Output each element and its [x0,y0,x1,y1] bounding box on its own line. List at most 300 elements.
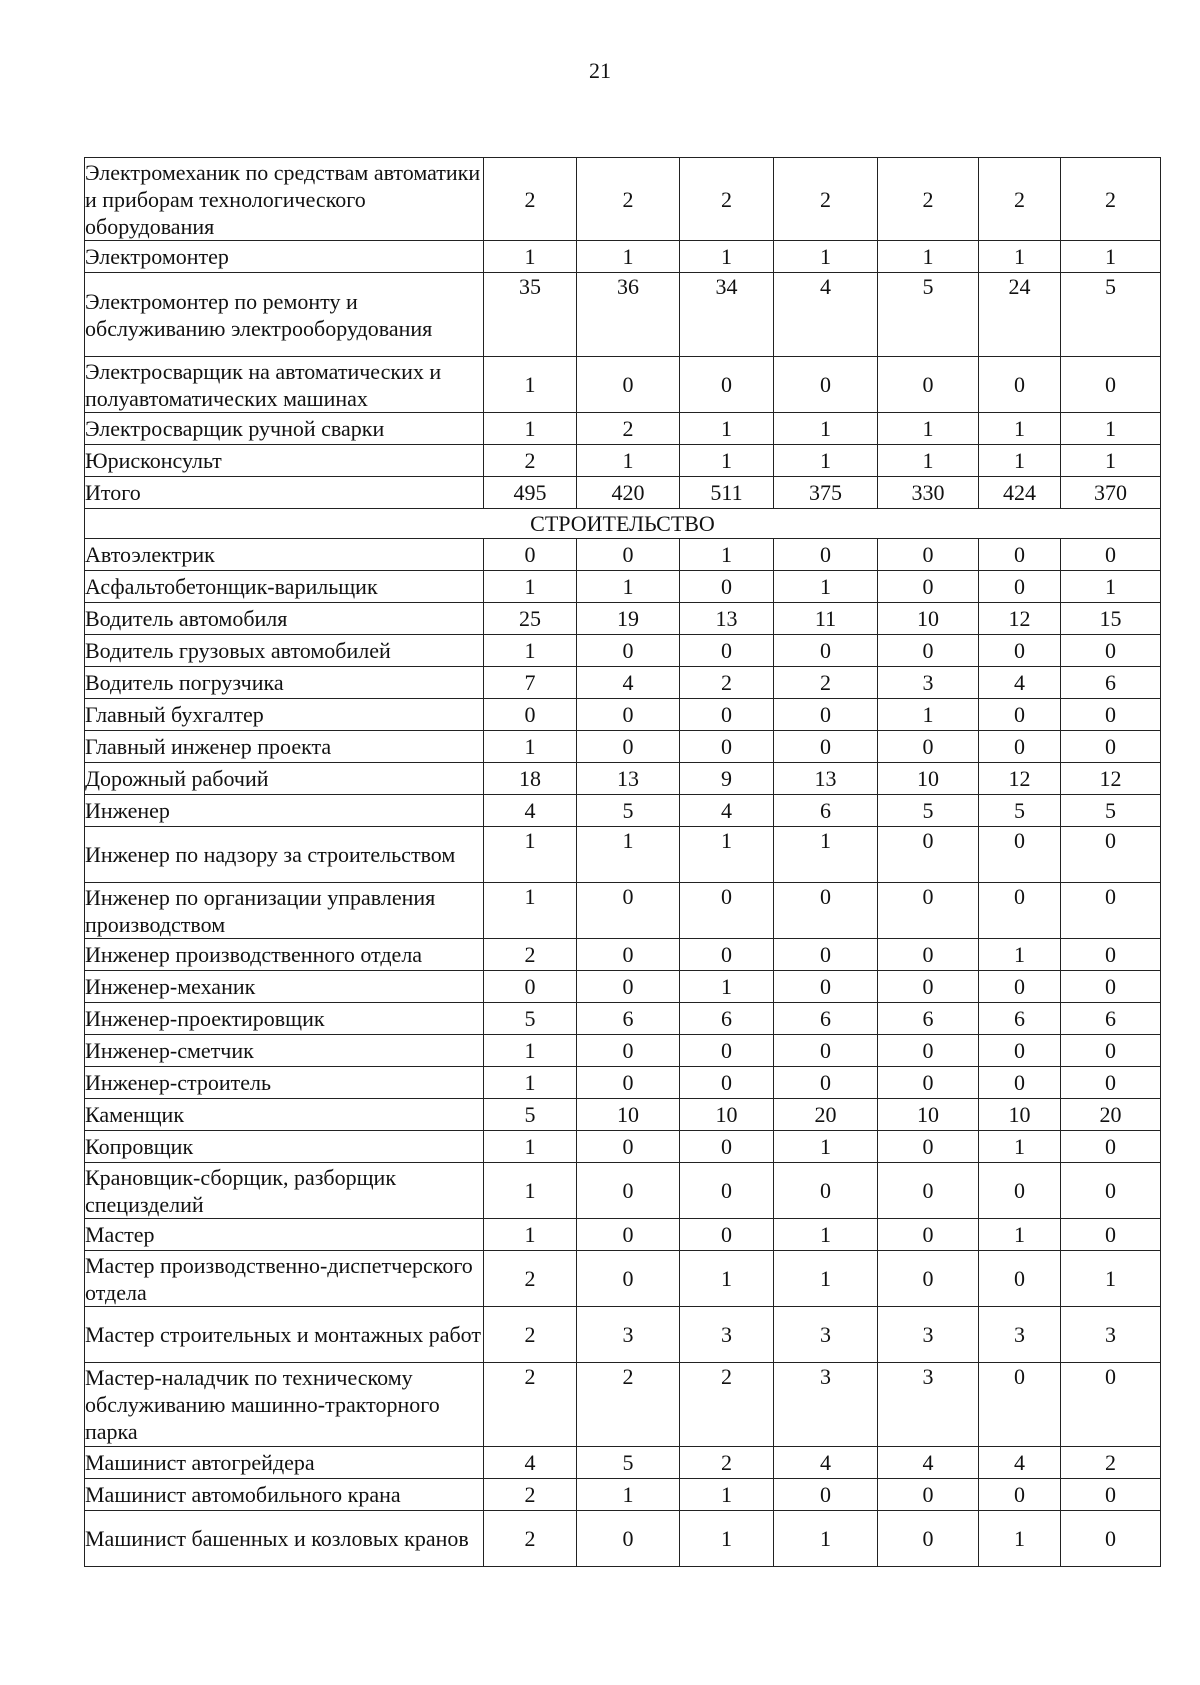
value-cell: 0 [577,1035,680,1067]
table-body-after [85,539,1161,1567]
value-cell: 1 [774,827,878,883]
value-cell: 2 [484,1511,577,1567]
value-cell: 0 [1061,539,1161,571]
value-cell: 0 [878,1251,979,1307]
row-label: Асфальтобетонщик-варильщик [85,571,484,603]
value-cell: 0 [577,1163,680,1219]
value-cell: 420 [577,477,680,509]
table-row [85,667,1161,699]
row-label: Мастер [85,1219,484,1251]
table-row [85,635,1161,667]
value-cell: 0 [774,699,878,731]
value-cell: 0 [979,1067,1061,1099]
value-cell: 0 [979,1479,1061,1511]
row-label: Машинист автомобильного крана [85,1479,484,1511]
value-cell: 1 [484,357,577,413]
value-cell: 0 [1061,1067,1161,1099]
value-cell: 0 [577,939,680,971]
value-cell: 2 [484,445,577,477]
value-cell: 2 [878,158,979,241]
row-label: Водитель грузовых автомобилей [85,635,484,667]
value-cell: 0 [1061,699,1161,731]
value-cell: 0 [680,731,774,763]
row-label: Машинист башенных и козловых кранов [85,1511,484,1567]
value-cell: 0 [1061,883,1161,939]
row-label: Мастер строительных и монтажных работ [85,1307,484,1363]
row-label: Копровщик [85,1131,484,1163]
row-label: Электромеханик по средствам автоматики и приборам технологического оборудования [85,158,484,241]
value-cell: 0 [1061,1219,1161,1251]
value-cell: 0 [979,539,1061,571]
value-cell: 4 [484,795,577,827]
value-cell: 0 [680,699,774,731]
value-cell: 0 [1061,1163,1161,1219]
value-cell: 1 [774,1251,878,1307]
value-cell: 1 [577,571,680,603]
value-cell: 5 [979,795,1061,827]
value-cell: 5 [878,273,979,357]
value-cell: 1 [774,241,878,273]
value-cell: 1 [484,827,577,883]
value-cell: 3 [774,1363,878,1447]
value-cell: 1 [680,241,774,273]
table-row [85,883,1161,939]
value-cell: 0 [680,1035,774,1067]
value-cell: 1 [878,699,979,731]
table-row [85,1307,1161,1363]
value-cell: 0 [577,635,680,667]
row-label: Каменщик [85,1099,484,1131]
table-row [85,357,1161,413]
table-row [85,1511,1161,1567]
table-row [85,1003,1161,1035]
value-cell: 0 [878,1479,979,1511]
value-cell: 1 [1061,241,1161,273]
value-cell: 0 [878,1219,979,1251]
value-cell: 0 [878,539,979,571]
value-cell: 0 [577,357,680,413]
value-cell: 24 [979,273,1061,357]
value-cell: 1 [484,1131,577,1163]
table-row [85,1163,1161,1219]
value-cell: 2 [484,1363,577,1447]
value-cell: 20 [1061,1099,1161,1131]
value-cell: 0 [979,1163,1061,1219]
value-cell: 0 [484,699,577,731]
value-cell: 2 [484,158,577,241]
value-cell: 4 [979,667,1061,699]
row-label: Мастер производственно-диспетчерского отдела [85,1251,484,1307]
value-cell: 1 [484,413,577,445]
value-cell: 1 [979,445,1061,477]
value-cell: 0 [484,971,577,1003]
value-cell: 10 [577,1099,680,1131]
value-cell: 0 [1061,939,1161,971]
row-label: Инженер-сметчик [85,1035,484,1067]
value-cell: 1 [774,445,878,477]
value-cell: 5 [1061,795,1161,827]
section-title: СТРОИТЕЛЬСТВО [85,509,1161,539]
table-row [85,1251,1161,1307]
value-cell: 0 [1061,635,1161,667]
table-row [85,273,1161,357]
value-cell: 1 [979,1511,1061,1567]
value-cell: 0 [577,1131,680,1163]
value-cell: 2 [680,1447,774,1479]
table-row [85,1219,1161,1251]
value-cell: 6 [1061,667,1161,699]
value-cell: 1 [878,445,979,477]
value-cell: 1 [680,539,774,571]
value-cell: 1 [878,413,979,445]
table-row [85,241,1161,273]
table-row [85,413,1161,445]
value-cell: 1 [680,1479,774,1511]
value-cell: 2 [774,667,878,699]
value-cell: 0 [774,1163,878,1219]
value-cell: 0 [577,1511,680,1567]
value-cell: 0 [878,357,979,413]
value-cell: 0 [979,635,1061,667]
value-cell: 4 [484,1447,577,1479]
table-row [85,539,1161,571]
row-label: Юрисконсульт [85,445,484,477]
value-cell: 0 [484,539,577,571]
value-cell: 0 [774,1035,878,1067]
row-label: Итого [85,477,484,509]
value-cell: 20 [774,1099,878,1131]
value-cell: 0 [1061,971,1161,1003]
value-cell: 0 [577,1219,680,1251]
table-row [85,1035,1161,1067]
value-cell: 6 [979,1003,1061,1035]
value-cell: 5 [577,1447,680,1479]
row-label: Машинист автогрейдера [85,1447,484,1479]
value-cell: 6 [774,1003,878,1035]
value-cell: 5 [577,795,680,827]
value-cell: 1 [1061,571,1161,603]
value-cell: 2 [680,158,774,241]
row-label: Электросварщик на автоматических и полуавтоматических машинах [85,357,484,413]
value-cell: 10 [878,1099,979,1131]
row-label: Электромонтер по ремонту и обслуживанию электрооборудования [85,273,484,357]
table-row [85,939,1161,971]
row-label: Инженер производственного отдела [85,939,484,971]
value-cell: 0 [878,1131,979,1163]
value-cell: 0 [774,731,878,763]
value-cell: 10 [878,603,979,635]
value-cell: 1 [484,883,577,939]
value-cell: 5 [878,795,979,827]
row-label: Инженер [85,795,484,827]
table-row [85,1131,1161,1163]
value-cell: 2 [577,1363,680,1447]
value-cell: 0 [878,827,979,883]
value-cell: 15 [1061,603,1161,635]
row-label: Электросварщик ручной сварки [85,413,484,445]
value-cell: 36 [577,273,680,357]
value-cell: 1 [774,1219,878,1251]
value-cell: 2 [484,1479,577,1511]
value-cell: 0 [680,571,774,603]
value-cell: 1 [979,413,1061,445]
value-cell: 0 [577,883,680,939]
value-cell: 0 [878,1511,979,1567]
value-cell: 0 [1061,357,1161,413]
value-cell: 0 [878,1035,979,1067]
value-cell: 1 [1061,413,1161,445]
value-cell: 511 [680,477,774,509]
value-cell: 0 [680,357,774,413]
value-cell: 7 [484,667,577,699]
value-cell: 1 [680,1251,774,1307]
row-label: Инженер по надзору за строительством [85,827,484,883]
value-cell: 0 [979,699,1061,731]
table-row [85,1479,1161,1511]
value-cell: 3 [878,1307,979,1363]
row-label: Водитель автомобиля [85,603,484,635]
value-cell: 19 [577,603,680,635]
value-cell: 2 [979,158,1061,241]
value-cell: 1 [878,241,979,273]
value-cell: 4 [577,667,680,699]
value-cell: 2 [484,939,577,971]
value-cell: 0 [979,827,1061,883]
value-cell: 0 [878,883,979,939]
value-cell: 0 [680,883,774,939]
value-cell: 1 [680,971,774,1003]
row-label: Электромонтер [85,241,484,273]
table-row [85,731,1161,763]
value-cell: 1 [774,1511,878,1567]
value-cell: 4 [878,1447,979,1479]
table-row [85,699,1161,731]
value-cell: 0 [878,1163,979,1219]
value-cell: 0 [878,571,979,603]
value-cell: 0 [878,939,979,971]
value-cell: 1 [484,731,577,763]
value-cell: 0 [680,1131,774,1163]
value-cell: 424 [979,477,1061,509]
value-cell: 1 [680,1511,774,1567]
value-cell: 0 [774,1479,878,1511]
value-cell: 1 [979,1131,1061,1163]
value-cell: 0 [774,883,878,939]
value-cell: 0 [774,635,878,667]
row-label: Водитель погрузчика [85,667,484,699]
value-cell: 0 [577,699,680,731]
value-cell: 3 [979,1307,1061,1363]
value-cell: 1 [484,1067,577,1099]
value-cell: 375 [774,477,878,509]
value-cell: 0 [979,883,1061,939]
value-cell: 9 [680,763,774,795]
value-cell: 0 [577,1067,680,1099]
value-cell: 3 [878,1363,979,1447]
value-cell: 6 [577,1003,680,1035]
table-body-before [85,158,1161,509]
value-cell: 0 [1061,1511,1161,1567]
value-cell: 3 [1061,1307,1161,1363]
value-cell: 12 [979,603,1061,635]
value-cell: 5 [1061,273,1161,357]
value-cell: 0 [774,357,878,413]
table-row [85,445,1161,477]
value-cell: 1 [484,1035,577,1067]
value-cell: 1 [680,445,774,477]
row-label: Крановщик-сборщик, разборщик специзделий [85,1163,484,1219]
value-cell: 5 [484,1003,577,1035]
value-cell: 2 [680,667,774,699]
value-cell: 3 [577,1307,680,1363]
value-cell: 10 [680,1099,774,1131]
value-cell: 1 [979,939,1061,971]
table-row [85,971,1161,1003]
value-cell: 13 [774,763,878,795]
value-cell: 1 [577,827,680,883]
row-label: Инженер по организации управления производством [85,883,484,939]
value-cell: 6 [878,1003,979,1035]
value-cell: 2 [484,1251,577,1307]
value-cell: 1 [577,1479,680,1511]
table-row [85,1099,1161,1131]
table-row [85,603,1161,635]
value-cell: 0 [680,1067,774,1099]
value-cell: 0 [1061,1131,1161,1163]
row-label: Инженер-механик [85,971,484,1003]
value-cell: 3 [878,667,979,699]
value-cell: 0 [1061,731,1161,763]
value-cell: 12 [1061,763,1161,795]
value-cell: 0 [774,971,878,1003]
value-cell: 4 [774,1447,878,1479]
value-cell: 1 [979,241,1061,273]
value-cell: 0 [979,1251,1061,1307]
value-cell: 1 [680,413,774,445]
row-label: Инженер-проектировщик [85,1003,484,1035]
table-row [85,795,1161,827]
value-cell: 4 [680,795,774,827]
value-cell: 370 [1061,477,1161,509]
value-cell: 0 [878,1067,979,1099]
value-cell: 1 [484,635,577,667]
value-cell: 5 [484,1099,577,1131]
value-cell: 1 [680,827,774,883]
value-cell: 0 [878,971,979,1003]
row-label: Дорожный рабочий [85,763,484,795]
value-cell: 1 [1061,445,1161,477]
value-cell: 1 [774,1131,878,1163]
value-cell: 0 [1061,1479,1161,1511]
value-cell: 10 [979,1099,1061,1131]
value-cell: 0 [577,1251,680,1307]
value-cell: 0 [979,357,1061,413]
value-cell: 1 [577,445,680,477]
value-cell: 0 [979,731,1061,763]
row-label: Автоэлектрик [85,539,484,571]
value-cell: 1 [577,241,680,273]
page-number: 21 [589,58,611,83]
value-cell: 1 [484,1219,577,1251]
value-cell: 6 [774,795,878,827]
value-cell: 0 [1061,827,1161,883]
table-row [85,1363,1161,1447]
table-row [85,763,1161,795]
value-cell: 3 [774,1307,878,1363]
value-cell: 0 [979,1363,1061,1447]
value-cell: 0 [577,971,680,1003]
row-label: Инженер-строитель [85,1067,484,1099]
value-cell: 0 [979,971,1061,1003]
value-cell: 0 [1061,1035,1161,1067]
value-cell: 25 [484,603,577,635]
value-cell: 0 [979,1035,1061,1067]
value-cell: 13 [680,603,774,635]
value-cell: 35 [484,273,577,357]
value-cell: 6 [680,1003,774,1035]
value-cell: 4 [774,273,878,357]
value-cell: 1 [1061,1251,1161,1307]
value-cell: 0 [878,731,979,763]
value-cell: 1 [774,571,878,603]
table-row [85,1067,1161,1099]
value-cell: 2 [1061,158,1161,241]
row-label: Главный бухгалтер [85,699,484,731]
value-cell: 1 [484,1163,577,1219]
value-cell: 0 [680,635,774,667]
value-cell: 12 [979,763,1061,795]
value-cell: 10 [878,763,979,795]
value-cell: 0 [774,1067,878,1099]
value-cell: 0 [577,731,680,763]
value-cell: 2 [484,1307,577,1363]
section-header-body [85,509,1161,539]
value-cell: 0 [680,1219,774,1251]
value-cell: 0 [577,539,680,571]
value-cell: 11 [774,603,878,635]
table-row [85,571,1161,603]
staffing-table [84,157,1161,1567]
value-cell: 1 [484,241,577,273]
table-row [85,477,1161,509]
value-cell: 0 [680,1163,774,1219]
value-cell: 0 [979,571,1061,603]
value-cell: 1 [774,413,878,445]
value-cell: 0 [878,635,979,667]
row-label: Мастер-наладчик по техническому обслуживанию машинно-тракторного парка [85,1363,484,1447]
value-cell: 2 [577,413,680,445]
value-cell: 0 [774,939,878,971]
value-cell: 0 [680,939,774,971]
value-cell: 1 [979,1219,1061,1251]
table-row [85,827,1161,883]
value-cell: 2 [774,158,878,241]
value-cell: 330 [878,477,979,509]
value-cell: 18 [484,763,577,795]
value-cell: 13 [577,763,680,795]
row-label: Главный инженер проекта [85,731,484,763]
value-cell: 4 [979,1447,1061,1479]
table-row [85,1447,1161,1479]
value-cell: 2 [680,1363,774,1447]
value-cell: 6 [1061,1003,1161,1035]
value-cell: 1 [484,571,577,603]
value-cell: 0 [774,539,878,571]
value-cell: 495 [484,477,577,509]
value-cell: 2 [1061,1447,1161,1479]
value-cell: 0 [1061,1363,1161,1447]
value-cell: 2 [577,158,680,241]
